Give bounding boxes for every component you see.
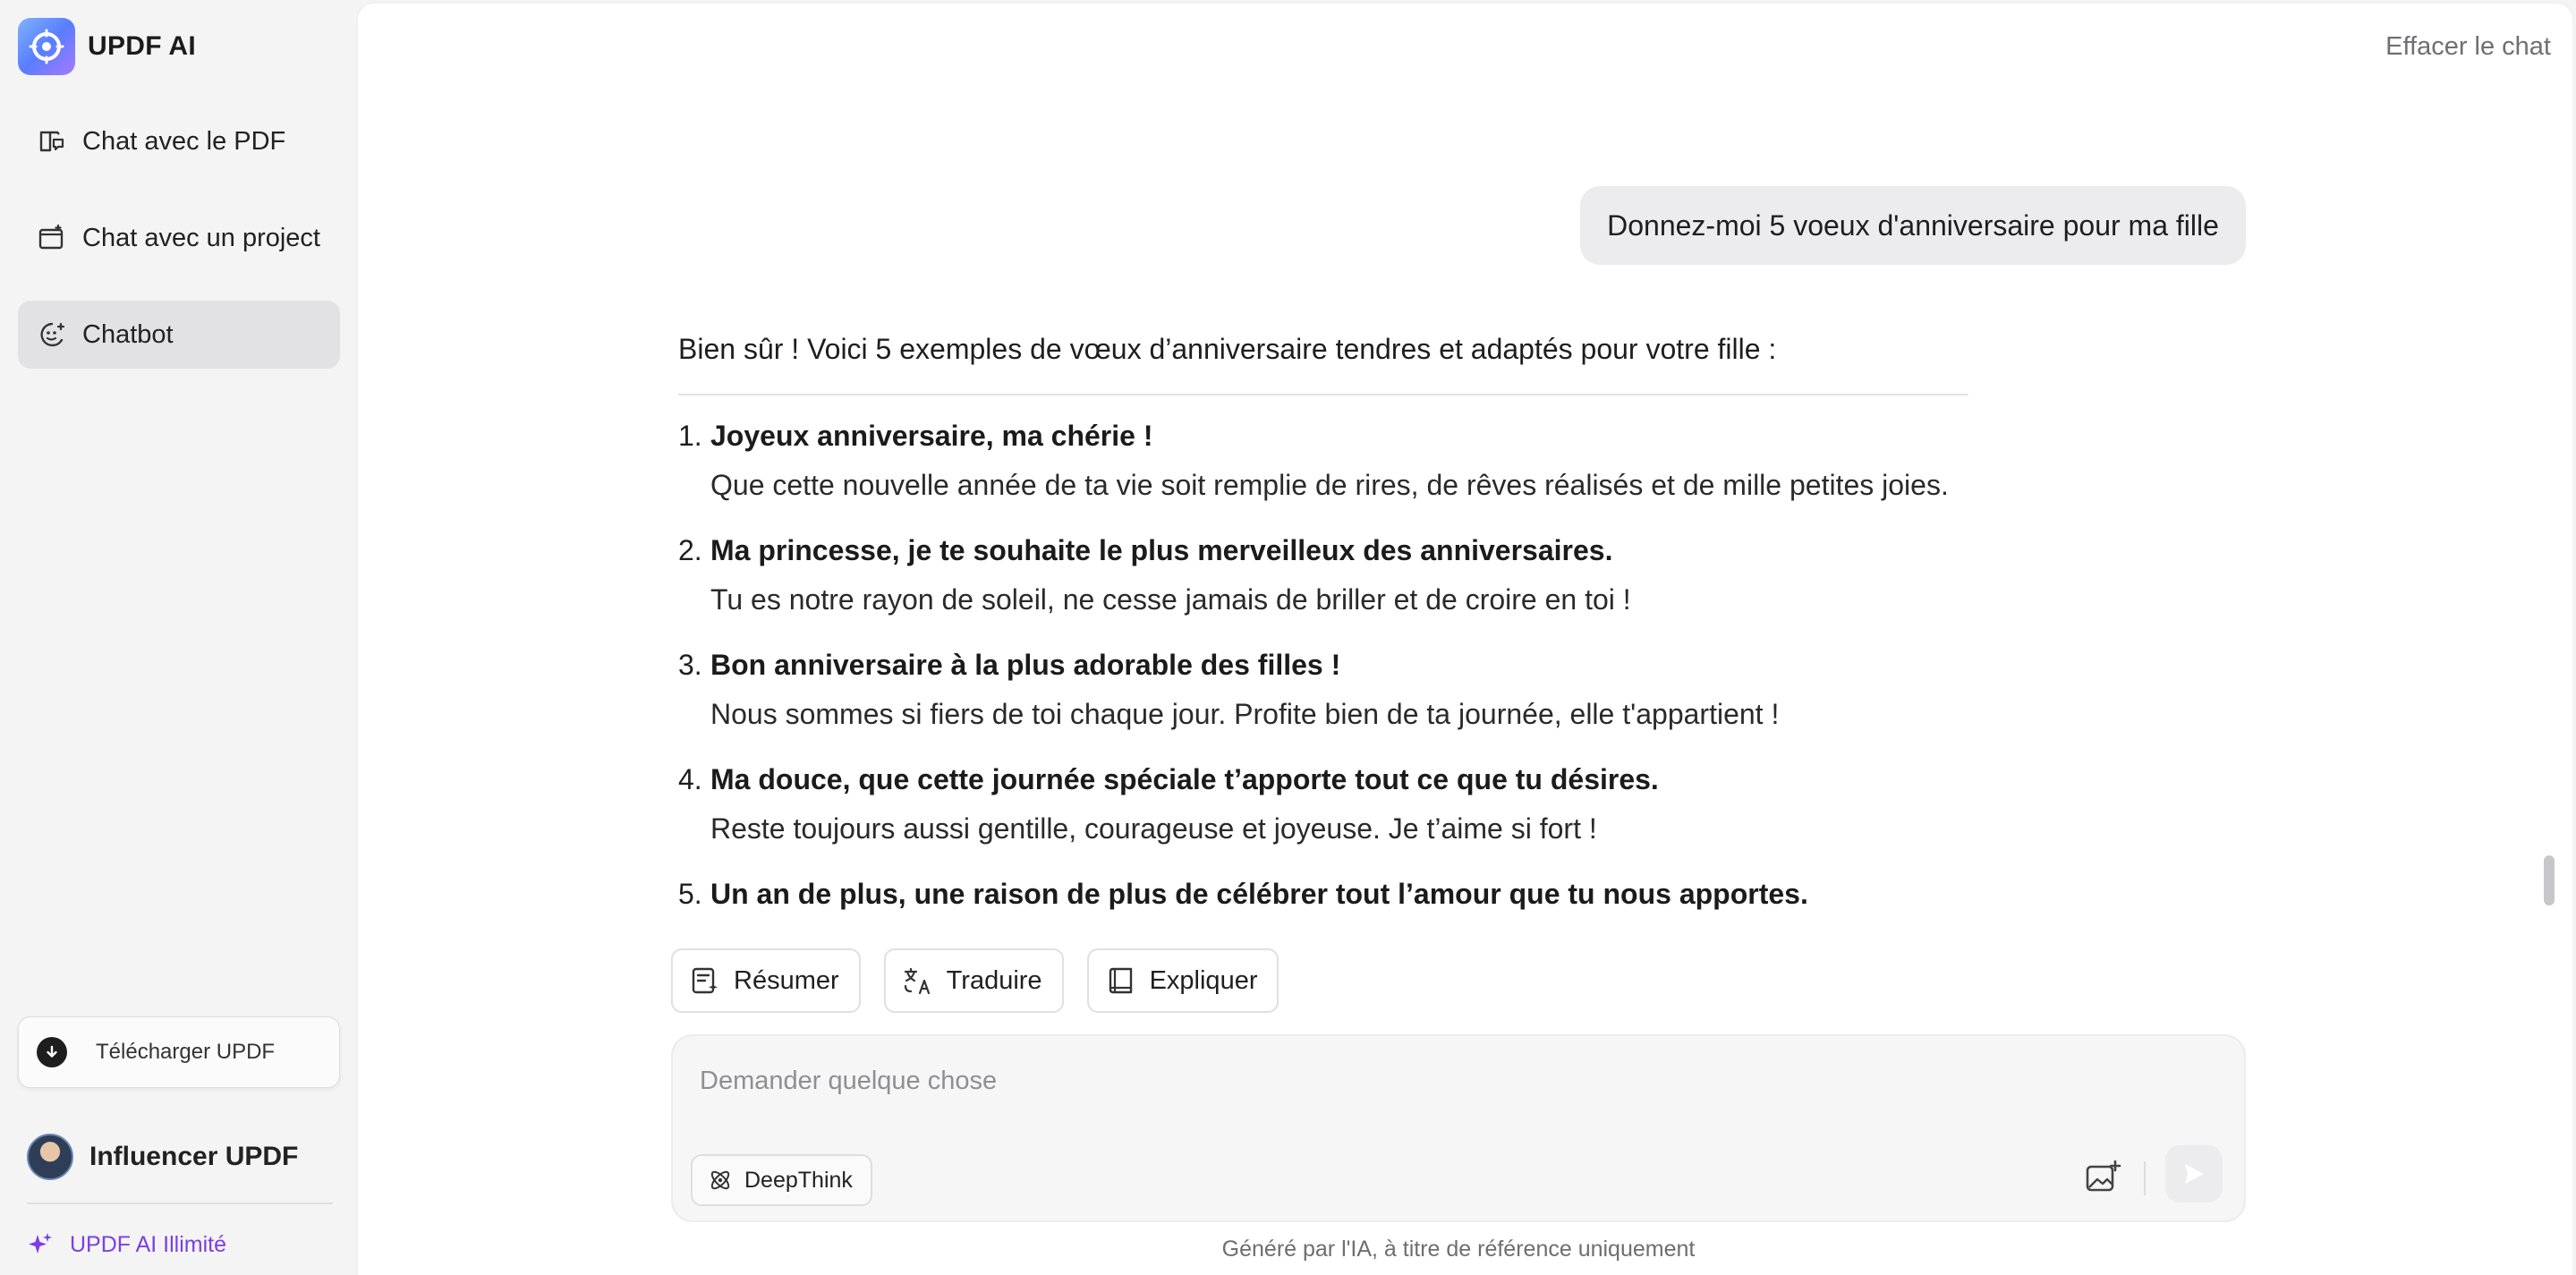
image-add-icon [2083, 1158, 2122, 1197]
wish-text: Reste toujours aussi gentille, courageuse et joyeuse. Je t’aime si fort ! [710, 812, 1597, 845]
wish-title: Ma princesse, je te souhaite le plus merveilleux des anniversaires. [710, 534, 1613, 566]
list-item [678, 641, 1968, 739]
message-input[interactable] [700, 1056, 2042, 1106]
answer-actions [671, 948, 1302, 1013]
sidebar-item-chatbot[interactable] [18, 301, 340, 369]
composer-divider [2144, 1161, 2146, 1195]
atom-icon [707, 1167, 734, 1194]
answer-intro: Bien sûr ! Voici 5 exemples de vœux d’anniversaire tendres et adaptés pour votre fille : [678, 326, 1968, 395]
clear-chat-button[interactable]: Effacer le chat [2385, 32, 2551, 61]
user-message: Donnez-moi 5 voeux d'anniversaire pour ma fille [1580, 186, 2246, 265]
chatbot-icon [36, 319, 68, 351]
send-icon [2181, 1160, 2207, 1187]
scrollbar-thumb[interactable] [2544, 855, 2555, 905]
wish-title: Joyeux anniversaire, ma chérie ! [710, 420, 1153, 452]
wish-text: Tu es notre rayon de soleil, ne cesse jamais de briller et de croire en toi ! [710, 583, 1631, 616]
user-name: Influencer UPDF [89, 1142, 299, 1171]
image-upload-button[interactable] [2078, 1152, 2128, 1203]
summarize-icon [689, 965, 721, 997]
wish-title: Un an de plus, une raison de plus de célébrer tout l’amour que tu nous apportes. [710, 878, 1808, 910]
project-chat-icon [36, 222, 68, 254]
sidebar-item-label: Chatbot [82, 319, 174, 349]
wish-list [678, 412, 1968, 918]
explain-label: Expliquer [1149, 965, 1258, 995]
translate-icon [902, 965, 934, 997]
list-number: 3. [678, 649, 702, 681]
sidebar-item-chat-pdf[interactable] [18, 107, 340, 175]
sidebar-item-chat-project[interactable] [18, 204, 340, 272]
send-button[interactable] [2165, 1145, 2223, 1203]
summarize-label: Résumer [734, 965, 839, 995]
book-icon [1105, 965, 1137, 997]
list-item [678, 412, 1968, 510]
wish-title: Bon anniversaire à la plus adorable des filles ! [710, 649, 1341, 681]
wish-text: Que cette nouvelle année de ta vie soit remplie de rires, de rêves réalisés et de mille petites joies. [710, 469, 1949, 501]
deepthink-toggle[interactable] [691, 1154, 872, 1206]
app-name: UPDF AI [88, 31, 196, 61]
ai-disclaimer: Généré par l'IA, à titre de référence uniquement [1221, 1237, 1696, 1262]
plan-link[interactable] [27, 1231, 226, 1258]
deepthink-label: DeepThink [744, 1167, 853, 1193]
list-item [678, 526, 1968, 625]
list-number: 2. [678, 534, 702, 566]
wish-title: Ma douce, que cette journée spéciale t’apporte tout ce que tu désires. [710, 763, 1659, 795]
brand [18, 18, 196, 75]
download-icon [37, 1037, 67, 1067]
download-updf-button[interactable] [18, 1016, 340, 1088]
plan-label: UPDF AI Illimité [70, 1231, 227, 1257]
sidebar [0, 0, 356, 1275]
pdf-chat-icon [36, 125, 68, 157]
sparkle-icon [27, 1231, 54, 1258]
explain-button[interactable] [1087, 948, 1279, 1013]
chat-panel [358, 4, 2572, 1275]
user-profile[interactable] [27, 1134, 298, 1180]
list-item [678, 870, 1968, 918]
sidebar-item-label: Chat avec le PDF [82, 126, 286, 156]
translate-button[interactable] [884, 948, 1064, 1013]
message-composer [671, 1034, 2246, 1222]
wish-text: Nous sommes si fiers de toi chaque jour. Profite bien de ta journée, elle t'appartient ! [710, 698, 1780, 730]
list-number: 4. [678, 763, 702, 795]
sidebar-divider [27, 1203, 333, 1204]
avatar [27, 1134, 73, 1180]
updf-ai-logo-icon [18, 18, 75, 75]
list-number: 5. [678, 878, 702, 910]
sidebar-item-label: Chat avec un project [82, 223, 320, 252]
list-number: 1. [678, 420, 702, 452]
ai-answer [678, 326, 1968, 934]
translate-label: Traduire [946, 965, 1042, 995]
list-item [678, 755, 1968, 854]
summarize-button[interactable] [671, 948, 861, 1013]
download-label: Télécharger UPDF [96, 1040, 276, 1064]
